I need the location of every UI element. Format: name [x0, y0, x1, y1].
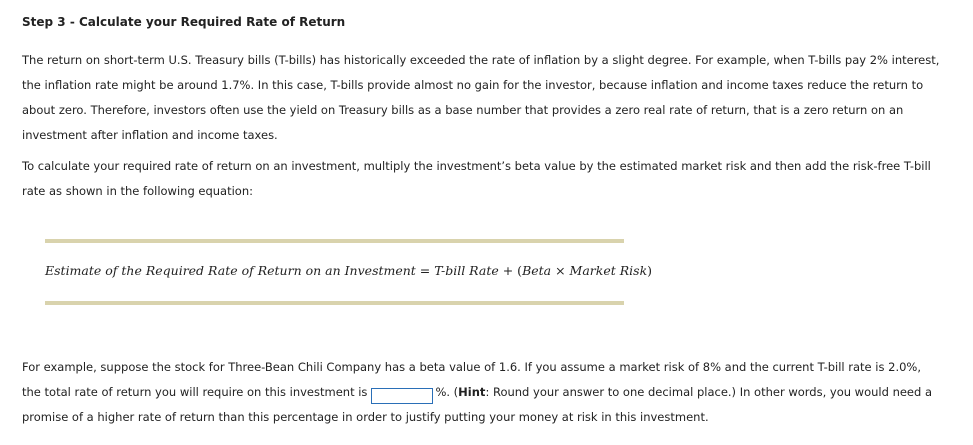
- equation-market-risk: Market Risk: [569, 263, 648, 278]
- hint-text: : Round your answer to one decimal place.) In other words, you would need a promise of a higher rate of return than this percentage in order to justify putting your money at risk in this investment.: [22, 385, 933, 424]
- equation-tbill-rate: T-bill Rate: [434, 263, 499, 278]
- example-paragraph: [22, 355, 942, 430]
- equation-top-rule: [45, 239, 624, 243]
- step-title: Step 3 - Calculate your Required Rate of Return: [22, 15, 346, 29]
- equation-plus: +: [498, 263, 518, 278]
- example-text-before: For example, suppose the stock for Three-Bean Chili Company has a beta value of 1.6. If you assume a market risk of 8% and the current T-bill rate is 2.0%, the total rate of return you will require on this investment is: [22, 360, 921, 399]
- example-text-after: %. (: [435, 385, 459, 399]
- hint-label: Hint: [458, 385, 486, 399]
- equation-beta: Beta: [522, 263, 552, 278]
- equation-bottom-rule: [45, 301, 624, 305]
- equation-open-paren: (: [517, 263, 523, 278]
- equation-lhs: Estimate of the Required Rate of Return on an Investment: [45, 263, 416, 278]
- instruction-paragraph: To calculate your required rate of return on an investment, multiply the investment’s beta value by the estimated market risk and then add the risk-free T-bill rate as shown in the following equation:: [22, 159, 931, 198]
- equation-close-paren: ): [647, 263, 653, 278]
- equation-equals: =: [415, 263, 435, 278]
- equation: [45, 263, 652, 278]
- equation-box: [45, 239, 653, 305]
- required-return-input[interactable]: [371, 388, 433, 404]
- equation-times: ×: [551, 263, 570, 278]
- intro-paragraph: The return on short-term U.S. Treasury bills (T-bills) has historically exceeded the rate of inflation by a slight degree. For example, when T-bills pay 2% interest, the inflation rate might be around 1.7%. In this case, T-bills provide almost no gain for the investor, because inflation and income taxes reduce the return to about zero. Therefore, investors often use the yield on Treasury bills as a base number that provides a zero real rate of return, that is a zero return on an investment after inflation and income taxes.: [22, 53, 940, 142]
